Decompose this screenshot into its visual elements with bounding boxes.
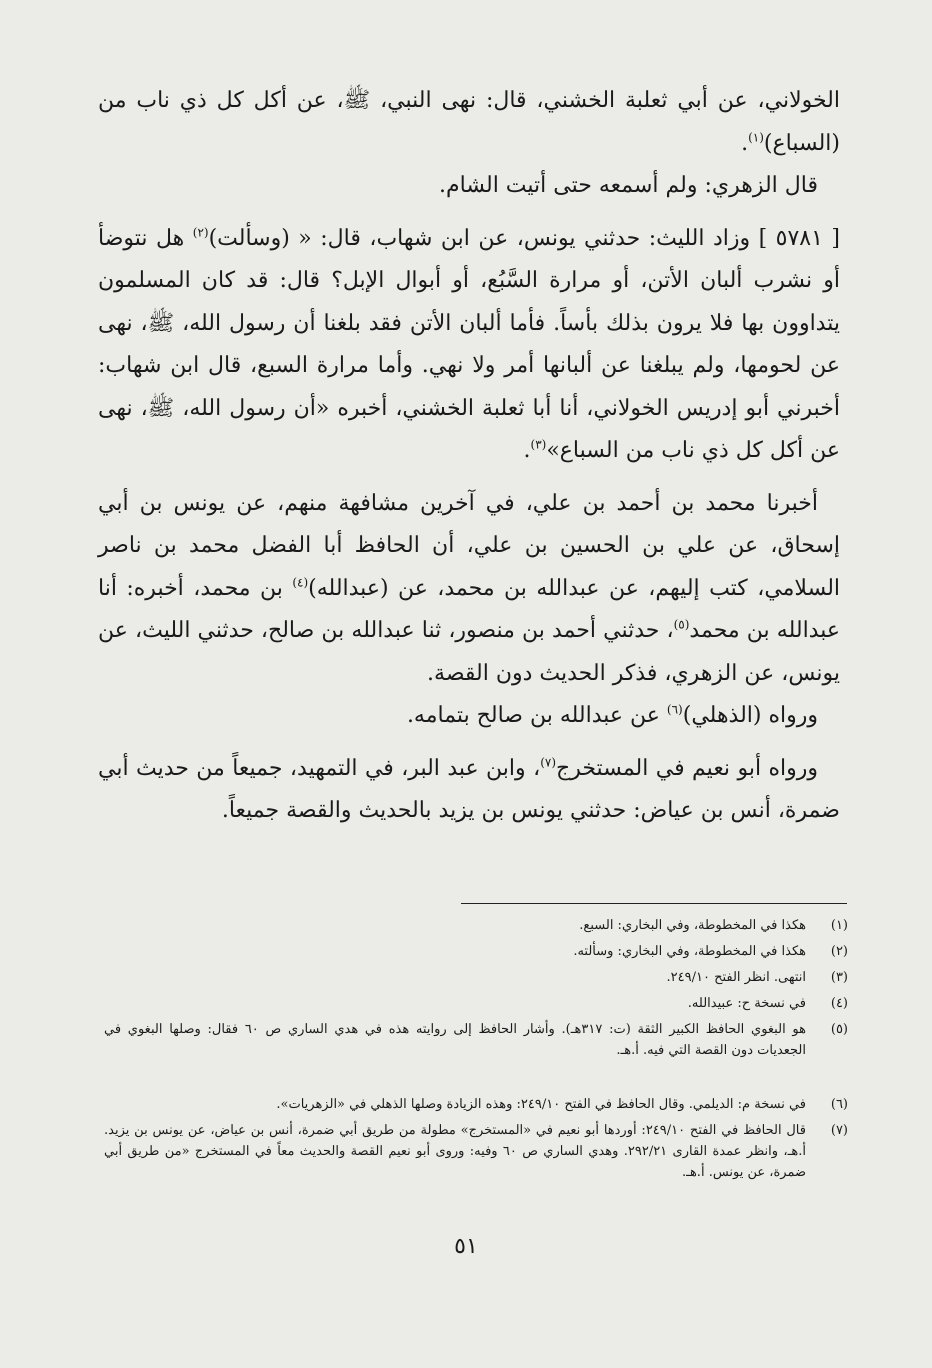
footnote-text: هو البغوي الحافظ الكبير الثقة (ت: ٣١٧هـ). وأشار الحافظ إلى روايته هذه في هدي الساري ص ٦٠ فقال: وصلها البغوي في الجعديات دون القصة التي فيه. أ.هـ. xyxy=(104,1022,806,1058)
footnote-ref-6: (٦) xyxy=(666,702,683,717)
footnote-text: هكذا في المخطوطة، وفي البخاري: وسألته. xyxy=(573,944,806,959)
paragraph-4-text-c: ، حدثني أحمد بن منصور، ثنا عبدالله بن صالح، حدثني الليث، عن يونس، عن الزهري، فذكر الحديث دون القصة. xyxy=(98,618,840,686)
footnote-7 xyxy=(104,1120,848,1183)
paragraph-4-text-a: أخبرنا محمد بن أحمد بن علي، في آخرين مشافهة منهم، عن يونس بن أبي إسحاق، عن علي بن الحسين بن علي، أن الحافظ أبا الفضل محمد بن ناصر السلامي، كتب إليهم، عن عبدالله بن محمد، عن (عبدالله) xyxy=(98,490,841,601)
paragraph-6-text-b: ، وابن عبد البر، في التمهيد، جميعاً من حديث أبي ضمرة، أنس بن عياض: حدثني يونس بن يزيد بالحديث والقصة جميعاً. xyxy=(98,755,840,823)
footnote-2 xyxy=(104,941,848,962)
footnote-6 xyxy=(104,1094,848,1115)
paragraph-1-end: . xyxy=(741,130,749,156)
footnote-ref-7: (٧) xyxy=(540,755,557,770)
footnote-number: (٤) xyxy=(830,996,848,1011)
footnote-number: (١) xyxy=(830,918,848,933)
footnote-number: (٢) xyxy=(830,944,848,959)
footnote-1 xyxy=(104,915,848,936)
footnote-number: (٥) xyxy=(830,1022,848,1037)
footnote-5 xyxy=(104,1019,848,1061)
paragraph-4 xyxy=(98,483,840,696)
footnote-number: (٣) xyxy=(830,970,848,985)
footnote-number: (٦) xyxy=(830,1097,848,1112)
paragraph-5-text-a: ورواه (الذهلي) xyxy=(682,703,818,728)
footnote-text: قال الحافظ في الفتح ٢٤٩/١٠: أوردها أبو نعيم في «المستخرج» مطولة من طريق أبي ضمرة، أنس بن عياض، عن يونس بن يزيد. أ.هـ، وانظر عمدة القارى ٢٩٢/٢١. وهدي الساري ص ٦٠ وفيه: وروى أبو نعيم القصة والحديث معاً في المستخرج «من طريق أبي ضمرة، عن يونس. أ.هـ. xyxy=(104,1123,806,1180)
paragraph-1-text: الخولاني، عن أبي ثعلبة الخشني، قال: نهى النبي، ﷺ، عن أكل كل ذي ناب من (السباع) xyxy=(98,88,840,156)
footnote-ref-2: (٢) xyxy=(192,225,209,240)
paragraph-5-text-b: عن عبدالله بن صالح بتمامه. xyxy=(406,703,667,728)
footnote-text: انتهى. انظر الفتح ٢٤٩/١٠. xyxy=(666,970,806,985)
footnote-text: في نسخة م: الديلمي. وقال الحافظ في الفتح ٢٤٩/١٠: وهذه الزيادة وصلها الذهلي في «الزهريات». xyxy=(276,1097,806,1112)
footnote-text: في نسخة ح: عبيدالله. xyxy=(687,996,806,1011)
footnote-text: هكذا في المخطوطة، وفي البخاري: السبع. xyxy=(579,918,806,933)
footnote-ref-4: (٤) xyxy=(292,575,309,590)
page-number: ٥١ xyxy=(454,1234,478,1259)
paragraph-6-text-a: ورواه أبو نعيم في المستخرج xyxy=(556,755,819,781)
footnote-4 xyxy=(104,993,848,1014)
footnote-ref-1: (١) xyxy=(748,130,764,145)
footnote-separator xyxy=(461,903,847,904)
footnote-ref-3: (٣) xyxy=(530,437,547,452)
footnote-ref-5: (٥) xyxy=(673,617,690,632)
paragraph-1 xyxy=(98,80,840,165)
paragraph-3-text-a: [ ٥٧٨١ ] وزاد الليث: حدثني يونس، عن ابن شهاب، قال: « (وسألت) xyxy=(208,225,841,251)
paragraph-3-text-b: هل نتوضأ أو نشرب ألبان الأتن، أو مرارة السَّبُع، أو أبوال الإبل؟ قال: قد كان المسلمون يتداوون بها فلا يرون بذلك بأساً. فأما ألبان الأتن فقد بلغنا أن رسول الله، ﷺ، نهى عن لحومها، ولم يبلغنا عن ألبانها أمر ولا نهي. وأما مرارة السبع، قال ابن شهاب: أخبرني أبو إدريس الخولاني، أنا أبا ثعلبة الخشني، أخبره «أن رسول الله، ﷺ، نهى عن أكل كل ذي ناب من السباع» xyxy=(98,225,840,463)
paragraph-6 xyxy=(98,748,840,833)
footnote-number: (٧) xyxy=(830,1123,848,1138)
paragraph-5 xyxy=(98,695,840,738)
paragraph-4-text-b: بن محمد، أخبره: أنا عبدالله بن محمد xyxy=(98,575,840,643)
paragraph-3 xyxy=(98,218,840,473)
footnote-3 xyxy=(104,967,848,988)
paragraph-2: قال الزهري: ولم أسمعه حتى أتيت الشام. xyxy=(439,173,818,198)
paragraph-3-end: . xyxy=(523,438,531,463)
main-text xyxy=(98,80,840,833)
